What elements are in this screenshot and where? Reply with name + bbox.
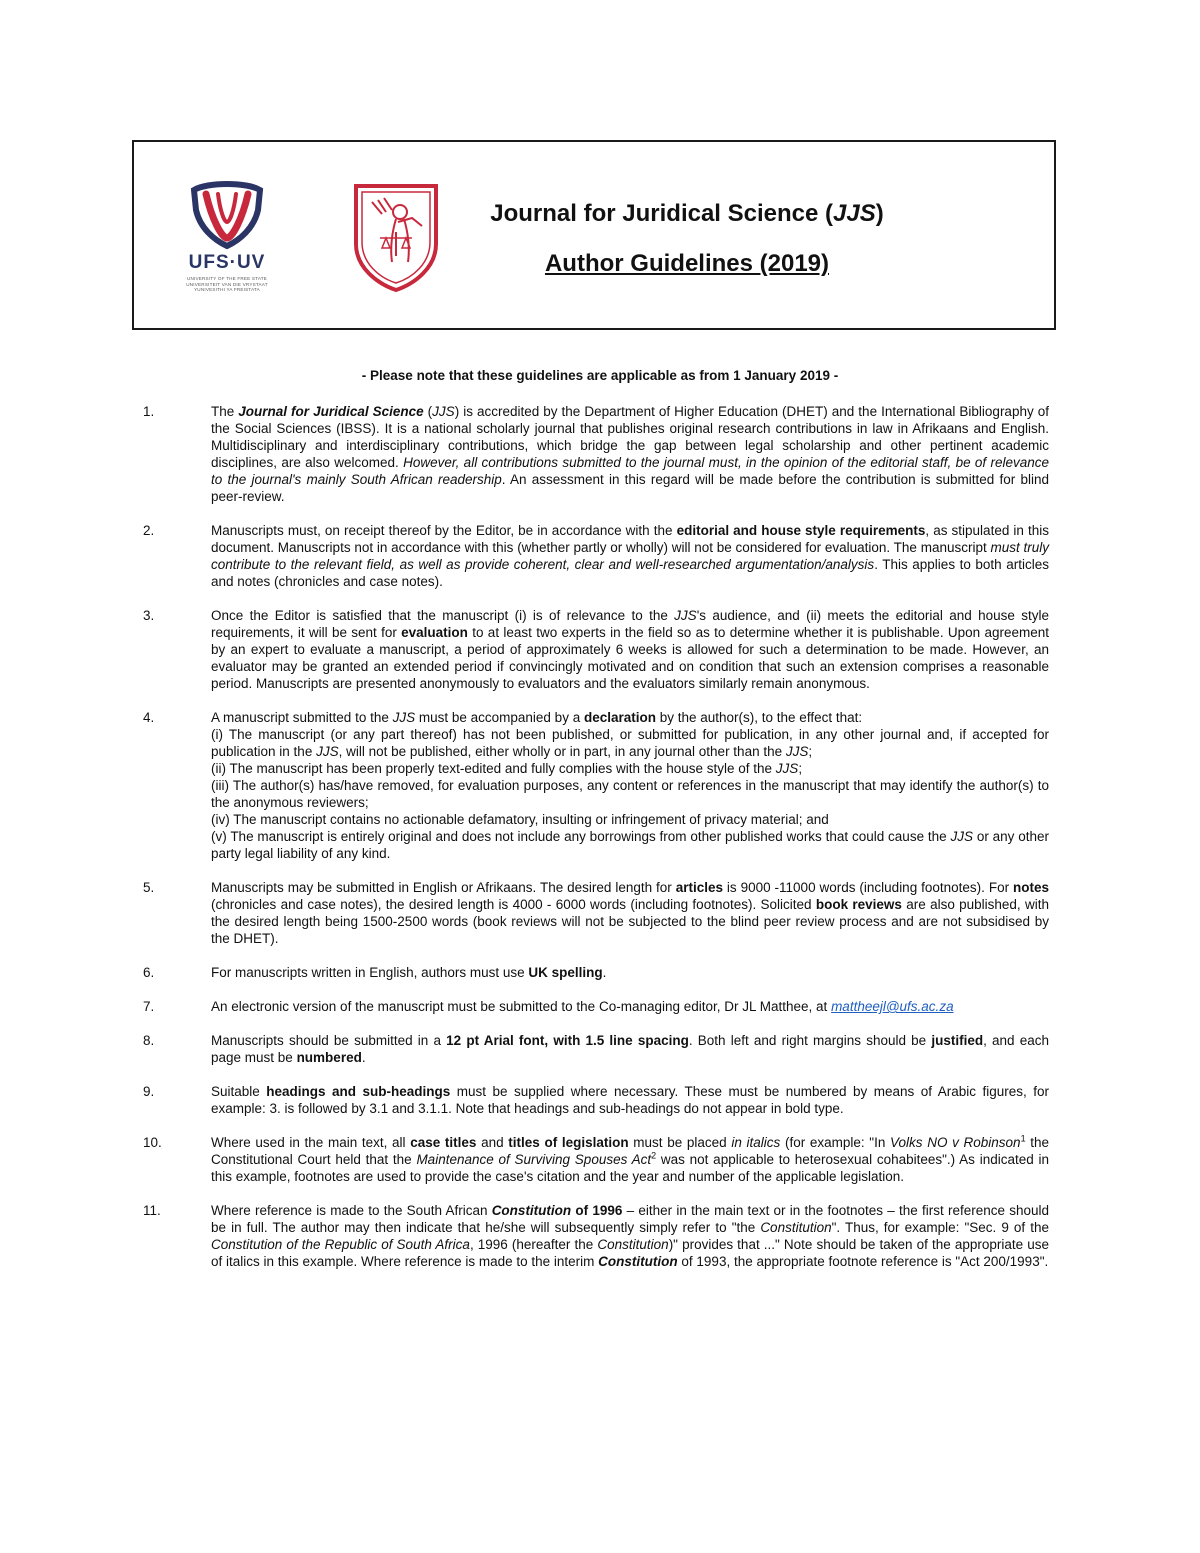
text-run: . Both left and right margins should be: [688, 1033, 932, 1048]
ufs-emblem-icon: [182, 180, 272, 250]
guideline-text: [211, 998, 1049, 1015]
text-run: JJS: [950, 829, 973, 844]
text-run: (iv) The manuscript contains no actionable defamatory, insulting or infringement of privacy material; and: [211, 812, 829, 827]
text-run: of 1996: [571, 1203, 623, 1218]
text-run: Where reference is made to the South African: [211, 1203, 492, 1218]
guideline-number: 4.: [143, 710, 155, 725]
text-run: . This applies to both articles and notes (chronicles and case notes).: [211, 557, 1049, 589]
text-run: headings and sub-headings: [266, 1084, 451, 1099]
guideline-number: 7.: [143, 999, 155, 1014]
guideline-text: [211, 1032, 1049, 1066]
guideline-number: 11.: [143, 1203, 161, 1218]
text-run: Constitution: [760, 1220, 832, 1235]
text-run: notes: [1013, 880, 1050, 895]
text-run: articles: [675, 880, 724, 895]
text-run: (iii) The author(s) has/have removed, for evaluation purposes, any content or references in the manuscript that may identify the author(s) to the anonymous reviewers;: [211, 778, 1049, 810]
text-run: must truly contribute to the relevant field, as well as provide coherent, clear and well-researched argumentation/analysis: [211, 540, 1049, 572]
text-run: (for example: "In: [780, 1135, 891, 1150]
header-box: [132, 140, 1056, 330]
guideline-number: 1.: [143, 404, 155, 419]
text-run: editorial and house style requirements: [676, 523, 926, 538]
text-run: 's audience, and (ii) meets the editorial and house style requirements, it will be sent for: [211, 608, 1049, 640]
text-run: must be supplied where necessary. These must be numbered by means of Arabic figures, for example: 3. is followed by 3.1 and 3.1.1. Note that headings and sub-headings do not appear in bold type.: [211, 1084, 1049, 1116]
text-run: For manuscripts written in English, authors must use: [211, 965, 529, 980]
guideline-item: [143, 607, 1049, 692]
justice-shield-icon: [352, 182, 440, 294]
footnote-marker: 2: [651, 1150, 657, 1161]
guideline-text: [211, 522, 1049, 590]
text-run: declaration: [583, 710, 656, 725]
text-run: titles of legislation: [508, 1135, 629, 1150]
text-run: JJS: [432, 404, 455, 419]
text-run: .: [602, 965, 607, 980]
guideline-item: [143, 964, 1049, 981]
text-run: Volks NO v Robinson: [890, 1135, 1021, 1150]
text-run: is 9000 -11000 words (including footnotes). For: [723, 880, 1013, 895]
guideline-text: [211, 709, 1049, 862]
guideline-text: [211, 964, 1049, 981]
text-run: Once the Editor is satisfied that the manuscript (i) is of relevance to the: [211, 608, 675, 623]
text-run: (ii) The manuscript has been properly text-edited and fully complies with the house style of the: [211, 761, 776, 776]
text-run: evaluation: [401, 625, 468, 640]
text-run: justified: [931, 1033, 984, 1048]
guideline-number: 3.: [143, 608, 155, 623]
guideline-item: [143, 1202, 1049, 1270]
text-run: Constitution: [598, 1254, 678, 1269]
guidelines-list: [143, 403, 1049, 1287]
guideline-number: 5.: [143, 880, 155, 895]
guideline-item: [143, 1032, 1049, 1066]
guideline-number: 9.: [143, 1084, 155, 1099]
guidelines-subtitle: Author Guidelines (2019): [544, 250, 830, 277]
guideline-text: [211, 1083, 1049, 1117]
text-run: – either in the main text or in the footnotes – the first reference should be in full. The author may then indicate that he/she will subsequently simply refer to "the: [211, 1203, 1049, 1235]
text-run: Manuscripts must, on receipt thereof by the Editor, be in accordance with the: [211, 523, 677, 538]
text-run: to at least two experts in the field so as to determine whether it is publishable. Upon agreement by an expert to evaluate a manuscript, a period of approximately 6 weeks is allowed for such a determination to be made. However, an evaluator may be granted an extended period if convincingly motivated and on condition that such an extension comprises a reasonable period. Manuscripts are presented anonymously to evaluators and the evaluators similarly remain anonymous.: [211, 625, 1049, 691]
jjs-shield-logo: [352, 182, 440, 299]
guideline-text: [211, 607, 1049, 692]
text-run: numbered: [296, 1050, 362, 1065]
text-run: ;: [798, 761, 803, 776]
text-run: JJS: [674, 608, 697, 623]
text-run: The: [211, 404, 239, 419]
text-run: Constitution of the Republic of South Africa: [211, 1237, 470, 1252]
text-run: )" provides that ..." Note should be taken of the appropriate use of italics in this example. Where reference is made to the interim: [211, 1237, 1049, 1269]
text-run: JJS: [785, 744, 809, 759]
guideline-number: 10.: [143, 1135, 162, 1150]
text-run: Manuscripts should be submitted in a: [211, 1033, 447, 1048]
text-run: JJS: [392, 710, 416, 725]
guideline-text: [211, 1134, 1049, 1185]
guideline-item: [143, 522, 1049, 590]
text-run: book reviews: [815, 897, 902, 912]
text-run: case titles: [410, 1135, 477, 1150]
guideline-number: 8.: [143, 1033, 155, 1048]
guideline-item: [143, 403, 1049, 505]
ufs-logo-text: UFS·UV: [188, 252, 266, 273]
text-run: Journal for Juridical Science: [238, 404, 424, 419]
applicability-notice: - Please note that these guidelines are applicable as from 1 January 2019 -: [361, 368, 839, 383]
text-run: ) is accredited by the Department of Higher Education (DHET) and the International Bibliography of the Social Sciences (IBSS). It is a national scholarly journal that publishes original research contributions in law in Afrikaans and English. Multidisciplinary and interdisciplinary contributions, which bridge the gap between legal scholarship and other pertinent academic disciplines, are also welcomed.: [211, 404, 1049, 470]
text-run: A manuscript submitted to the: [211, 710, 393, 725]
text-run: 12 pt Arial font, with 1.5 line spacing: [446, 1033, 689, 1048]
text-run: Manuscripts may be submitted in English or Afrikaans. The desired length for: [211, 880, 676, 895]
text-run: UK spelling: [528, 965, 603, 980]
guideline-text: [211, 1202, 1049, 1270]
editor-email-link[interactable]: mattheejl@ufs.ac.za: [831, 999, 954, 1014]
text-run: Maintenance of Surviving Spouses Act: [416, 1152, 652, 1167]
text-run: JJS: [775, 761, 799, 776]
guideline-item: [143, 1134, 1049, 1185]
ufs-logo: [182, 180, 272, 293]
guideline-item: [143, 709, 1049, 862]
text-run: . An assessment in this regard will be made before the contribution is submitted for blind peer-review.: [211, 472, 1049, 504]
journal-title: Journal for Juridical Science (JJS): [490, 200, 884, 227]
text-run: Constitution: [597, 1237, 669, 1252]
text-run: or any other party legal liability of any kind.: [211, 829, 1049, 861]
text-run: .: [361, 1050, 366, 1065]
guideline-text: [211, 879, 1049, 947]
text-run: JJS: [316, 744, 339, 759]
text-run: , and each page must be: [211, 1033, 1049, 1065]
text-run: (v) The manuscript is entirely original and does not include any borrowings from other published works that could cause the: [211, 829, 951, 844]
text-run: (chronicles and case notes), the desired length is 4000 - 6000 words (including footnotes). Solicited: [211, 897, 816, 912]
text-run: An electronic version of the manuscript must be submitted to the Co-managing editor, Dr JL Matthee, at: [211, 999, 832, 1014]
text-run: (: [423, 404, 433, 419]
text-run: was not applicable to heterosexual cohabitees".) As indicated in this example, footnotes are used to provide the case's citation and the year and number of the applicable legislation.: [211, 1152, 1049, 1184]
text-run: Suitable: [211, 1084, 267, 1099]
text-run: , 1996 (hereafter the: [469, 1237, 598, 1252]
text-run: by the author(s), to the effect that:: [655, 710, 863, 725]
footnote-marker: 1: [1020, 1133, 1026, 1144]
text-run: are also published, with the desired length being 1500-2500 words (book reviews will not be subjected to the blind peer review process and are not subsidised by the DHET).: [211, 897, 1049, 946]
guideline-number: 6.: [143, 965, 155, 980]
text-run: ". Thus, for example: "Sec. 9 of the: [831, 1220, 1049, 1235]
text-run: must be placed: [628, 1135, 732, 1150]
text-run: , will not be published, either wholly or in part, in any journal other than the: [338, 744, 786, 759]
text-run: Constitution: [491, 1203, 572, 1218]
ufs-logo-subtext: UNIVERSITY OF THE FREE STATE UNIVERSITEIT VAN DIE VRYSTAAT YUNIVESITHI YA FREISTATA: [186, 276, 268, 293]
text-run: must be accompanied by a: [415, 710, 584, 725]
guideline-item: [143, 1083, 1049, 1117]
text-run: However, all contributions submitted to the journal must, in the opinion of the editorial staff, be of relevance to the journal's mainly South African readership: [211, 455, 1050, 487]
guideline-number: 2.: [143, 523, 155, 538]
text-run: in italics: [731, 1135, 781, 1150]
text-run: of 1993, the appropriate footnote reference is "Act 200/1993".: [677, 1254, 1049, 1269]
text-run: and: [476, 1135, 509, 1150]
text-run: Where used in the main text, all: [211, 1135, 411, 1150]
guideline-item: [143, 879, 1049, 947]
text-run: ;: [808, 744, 813, 759]
guideline-text: [211, 403, 1049, 505]
text-run: the Constitutional Court held that the: [211, 1135, 1050, 1167]
text-run: (i) The manuscript (or any part thereof) has not been published, or submitted for publication, in any other journal and, if accepted for publication in the: [211, 727, 1049, 759]
guideline-item: [143, 998, 1049, 1015]
text-run: , as stipulated in this document. Manuscripts not in accordance with this (whether partly or wholly) will not be considered for evaluation. The manuscript: [211, 523, 1049, 555]
